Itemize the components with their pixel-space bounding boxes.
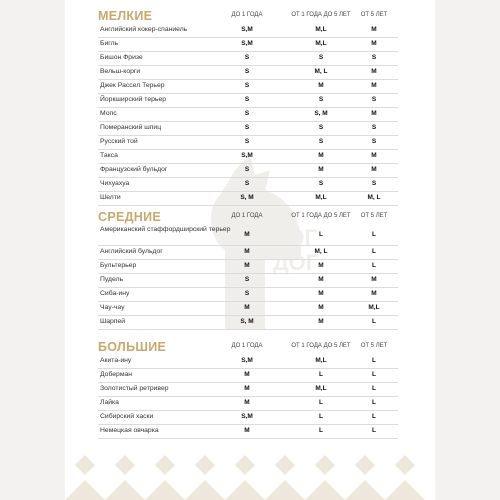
size-value: S — [244, 290, 250, 297]
size-value: M, L — [314, 68, 328, 75]
size-value: S — [371, 180, 377, 187]
size-value: M — [244, 385, 250, 392]
size-value: L — [319, 371, 323, 378]
size-value: L — [372, 248, 376, 255]
table-row — [98, 192, 398, 206]
size-value: M — [371, 40, 377, 47]
column-header: ОТ 5 ЛЕТ — [360, 343, 388, 349]
size-value: S — [244, 166, 250, 173]
column-header: ДО 1 ГОДА — [231, 213, 263, 219]
size-value: S — [244, 138, 250, 145]
size-value: L — [372, 318, 376, 325]
svg-text:РОГ: РОГ — [273, 225, 317, 250]
size-value: S — [318, 54, 324, 61]
column-header: ОТ 5 ЛЕТ — [360, 213, 388, 219]
size-value: S — [371, 138, 377, 145]
table-row — [98, 178, 398, 192]
size-value: M — [318, 276, 324, 283]
size-value: L — [372, 427, 376, 434]
folk-ornament-border — [65, 445, 435, 500]
size-value: M, L — [314, 248, 328, 255]
breed-name: Мопс — [100, 110, 117, 117]
size-value: L — [372, 231, 376, 238]
breed-name: Вельш-корги — [100, 68, 141, 75]
table-row — [98, 383, 398, 397]
table-row — [98, 66, 398, 80]
table-row — [98, 316, 398, 330]
size-value: L — [372, 371, 376, 378]
size-value: S — [244, 82, 250, 89]
section-medium — [65, 209, 435, 330]
size-value: M — [318, 152, 324, 159]
table-row — [98, 24, 398, 38]
size-value: M — [318, 166, 324, 173]
breed-name: Бишон Фризе — [100, 54, 143, 61]
size-value: S,M — [241, 26, 253, 33]
table-row — [98, 411, 398, 425]
size-value: M — [371, 82, 377, 89]
size-value: S — [244, 96, 250, 103]
size-value: L — [319, 399, 323, 406]
size-value: M — [244, 262, 250, 269]
table-row — [98, 369, 398, 383]
size-value: S — [244, 68, 250, 75]
table-row — [98, 38, 398, 52]
breed-name: Пудель — [100, 276, 124, 283]
size-value: S — [371, 96, 377, 103]
table-row — [98, 80, 398, 94]
size-value: M,L — [315, 194, 327, 201]
table-row — [98, 52, 398, 66]
size-value: S,M — [241, 413, 253, 420]
column-header: ОТ 5 ЛЕТ — [360, 12, 388, 18]
size-value: S, M — [314, 110, 328, 117]
section-header — [65, 209, 435, 225]
breed-name: Шелти — [100, 194, 121, 201]
size-value: M,L — [315, 385, 327, 392]
breed-name: Английский бульдог — [100, 248, 163, 255]
size-value: S — [318, 138, 324, 145]
size-value: S,M — [241, 357, 253, 364]
svg-text:ДОГ: ДОГ — [273, 250, 319, 275]
size-value: M — [371, 26, 377, 33]
section-title: МЕЛКИЕ — [98, 9, 153, 23]
breed-name: Акита-ину — [100, 357, 132, 364]
breed-name: Французский бульдог — [100, 166, 168, 173]
size-value: M — [371, 166, 377, 173]
table-row — [98, 274, 398, 288]
breed-name: Сибирский хаски — [100, 413, 154, 420]
table-row — [98, 425, 398, 439]
size-value: L — [372, 399, 376, 406]
table-row — [98, 355, 398, 369]
size-value: L — [372, 385, 376, 392]
size-value: M,L — [315, 26, 327, 33]
size-value: S — [244, 54, 250, 61]
size-value: S — [371, 54, 377, 61]
breed-name: Бигль — [100, 40, 119, 47]
size-value: S, M — [240, 194, 254, 201]
size-value: M — [244, 371, 250, 378]
breed-name: Английский кокер-спаниель — [100, 26, 188, 33]
size-value: S — [244, 110, 250, 117]
size-value: M — [244, 399, 250, 406]
size-chart-page — [65, 0, 435, 500]
table-row — [98, 136, 398, 150]
size-value: M,L — [315, 357, 327, 364]
breed-name: Бультерьер — [100, 262, 137, 269]
size-value: M — [244, 427, 250, 434]
table-row — [98, 164, 398, 178]
breed-name: Померанский шпиц — [100, 124, 162, 131]
breed-name: Чау-чау — [100, 304, 125, 311]
breed-name: Сиба-ину — [100, 290, 130, 297]
section-small — [65, 8, 435, 206]
size-value: L — [372, 357, 376, 364]
breed-name: Доберман — [100, 371, 133, 378]
size-value: M — [371, 276, 377, 283]
size-value: M — [318, 82, 324, 89]
size-value: M — [371, 290, 377, 297]
breed-name: Чихуахуа — [100, 180, 130, 187]
size-value: M — [371, 152, 377, 159]
column-header: ОТ 1 ГОДА ДО 5 ЛЕТ — [291, 343, 351, 349]
breed-name: Немецкая овчарка — [100, 427, 159, 434]
size-value: S — [244, 124, 250, 131]
size-value: M — [244, 248, 250, 255]
size-value: M — [318, 318, 324, 325]
table-row — [98, 288, 398, 302]
size-value: S,M — [241, 40, 253, 47]
column-header: ОТ 1 ГОДА ДО 5 ЛЕТ — [291, 213, 351, 219]
section-header — [65, 8, 435, 24]
size-value: M — [318, 304, 324, 311]
table-row — [98, 94, 398, 108]
table-row — [98, 108, 398, 122]
size-value: S — [371, 124, 377, 131]
column-header: ОТ 1 ГОДА ДО 5 ЛЕТ — [291, 12, 351, 18]
size-value: M — [318, 290, 324, 297]
size-value: M,L — [315, 40, 327, 47]
size-value: L — [372, 413, 376, 420]
breed-name: Русский той — [100, 138, 138, 145]
size-value: L — [319, 427, 323, 434]
breed-name: Йоркширский терьер — [100, 96, 167, 103]
size-value: M — [244, 304, 250, 311]
table-row — [98, 150, 398, 164]
table-row — [98, 260, 398, 274]
breed-name: Джек Рассел Терьер — [100, 82, 165, 89]
size-value: M — [371, 68, 377, 75]
section-title: БОЛЬШИЕ — [98, 340, 167, 354]
size-value: S — [244, 276, 250, 283]
section-title: СРЕДНИЕ — [98, 210, 162, 224]
table-row — [98, 397, 398, 411]
breed-name: Лайка — [100, 399, 119, 406]
size-value: S — [318, 180, 324, 187]
size-value: L — [372, 262, 376, 269]
size-value: M — [244, 231, 250, 238]
table-row — [98, 122, 398, 136]
size-value: L — [319, 231, 323, 238]
size-value: S,M — [241, 152, 253, 159]
table-row — [98, 246, 398, 260]
size-value: S — [318, 96, 324, 103]
column-header: ДО 1 ГОДА — [231, 343, 263, 349]
breed-name: Американский стаффордширский терьер — [100, 226, 231, 233]
section-large — [65, 339, 435, 439]
size-value: L — [319, 413, 323, 420]
size-value: S — [244, 180, 250, 187]
table-row — [98, 225, 398, 246]
breed-name: Шарпей — [100, 318, 126, 325]
breed-name: Золотистый ретривер — [100, 385, 169, 392]
size-value: M,L — [368, 304, 380, 311]
section-header — [65, 339, 435, 355]
breed-name: Такса — [100, 152, 118, 159]
size-value: S — [318, 124, 324, 131]
size-value: M — [371, 110, 377, 117]
column-header: ДО 1 ГОДА — [231, 12, 263, 18]
size-value: M — [318, 262, 324, 269]
size-value: M, L — [367, 194, 381, 201]
table-row — [98, 302, 398, 316]
size-value: S, M — [240, 318, 254, 325]
